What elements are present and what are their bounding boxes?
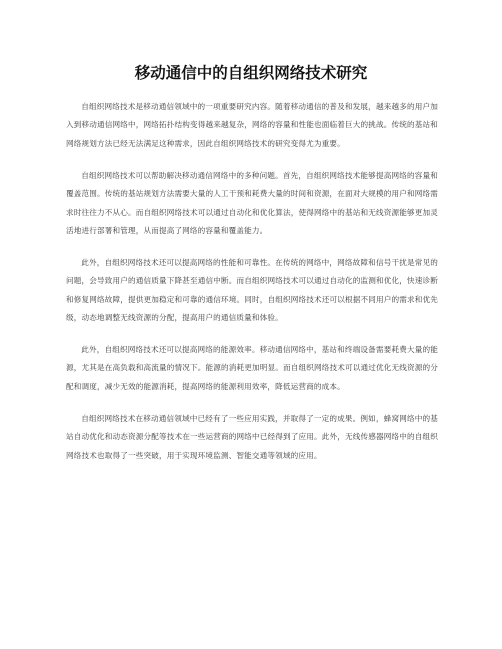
paragraph: 此外，自组织网络技术还可以提高网络的能源效率。移动通信网络中，基站和终端设备需要耗费大量的能源，尤其是在高负载和高流量的情况下。能源的消耗更加明显。而自组织网络技术可以通过优化无线资源的分配和调度，减少无效的能源消耗，提高网络的能源利用效率，降低运营商的成本。 bbox=[66, 344, 438, 391]
document-body bbox=[66, 98, 438, 478]
paragraph: 此外，自组织网络技术还可以提高网络的性能和可靠性。在传统的网络中，网络故障和信号干扰是常见的问题，会导致用户的通信质量下降甚至通信中断。而自组织网络技术可以通过自动化的监测和优化，快速诊断和修复网络故障，提供更加稳定和可靠的通信环境。同时，自组织网络技术还可以根据不同用户的需求和优先级，动态地调整无线资源的分配，提高用户的通信质量和体验。 bbox=[66, 257, 438, 323]
document-title: 移动通信中的自组织网络技术研究 bbox=[134, 64, 368, 82]
paragraph: 自组织网络技术是移动通信领域中的一项重要研究内容。随着移动通信的普及和发展，越来越多的用户加入到移动通信网络中，网络拓扑结构变得越来越复杂，网络的容量和性能也面临着巨大的挑战。传统的基站和网络规划方法已经无法满足这种需求，因此自组织网络技术的研究变得尤为重要。 bbox=[66, 102, 438, 148]
paragraph: 自组织网络技术可以帮助解决移动通信网络中的多种问题。首先，自组织网络技术能够提高网络的容量和覆盖范围。传统的基站规划方法需要大量的人工干预和耗费大量的时间和资源，在面对大规模的用户和网络需求时往往力不从心。而自组织网络技术可以通过自动化和优化算法，使得网络中的基站和无线资源能够更加灵活地进行部署和管理，从而提高了网络的容量和覆盖能力。 bbox=[66, 170, 438, 235]
paragraph: 自组织网络技术在移动通信领域中已经有了一些应用实践，并取得了一定的成果。例如，蜂窝网络中的基站自动优化和动态资源分配等技术在一些运营商的网络中已经得到了应用。此外，无线传感器网络中的自组织网络技术也取得了一些突破，用于实现环境监测、智能交通等领域的应用。 bbox=[66, 413, 438, 460]
